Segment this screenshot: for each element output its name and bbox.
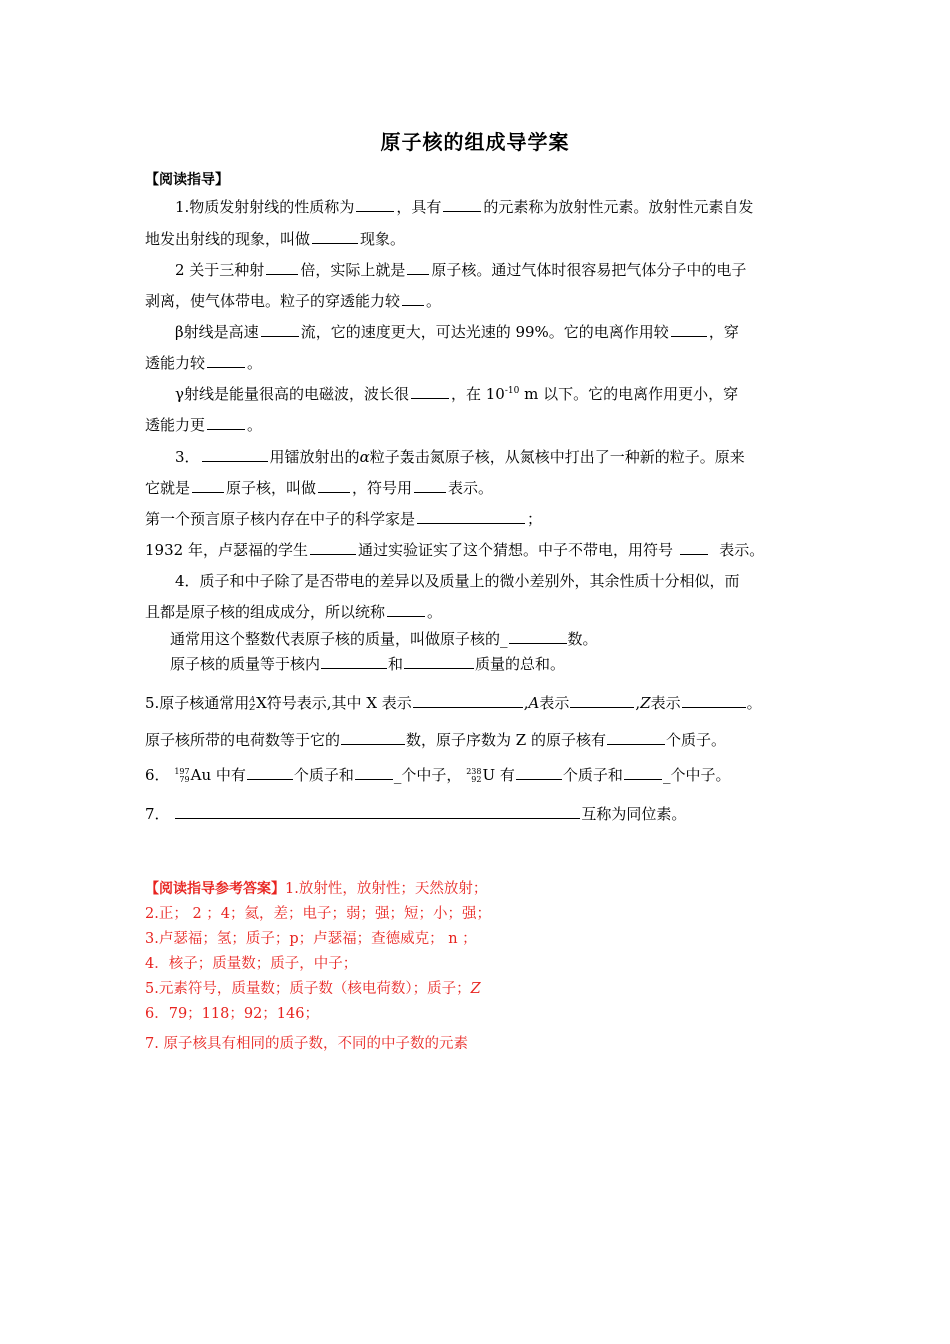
q2-gamma-line2: 透能力更 。 <box>145 416 263 434</box>
q6-line: 6． 197 79 Au 中有 个质子和 _个中子， 238 92 U 有 个质子和 _个中子。 <box>145 766 731 784</box>
answers-line7: 7. 原子核具有相同的质子数，不同的中子数的元素 <box>145 1036 468 1052</box>
q4-line3: 通常用这个整数代表原子核的质量，叫做原子核的_ 数。 <box>170 630 598 648</box>
answers-line3: 3.卢瑟福；氢；质子；p；卢瑟福；查德威克； n ； <box>145 931 477 947</box>
answers-line6: 6．79；118；92；146； <box>145 1006 319 1022</box>
q3-line2: 它就是 原子核，叫做 ，符号用 表示。 <box>145 479 494 497</box>
answers-line4: 4．核子；质量数；质子，中子； <box>145 956 358 972</box>
blank <box>207 415 245 430</box>
blank <box>411 384 449 399</box>
q2-line2: 剥离，使气体带电。粒子的穿透能力较 。 <box>145 292 442 310</box>
q3-line1: 3． 用镭放射出的α粒子轰击氮原子核，从氮核中打出了一种新的粒子。原来 <box>175 448 745 466</box>
blank <box>516 765 562 780</box>
blank <box>680 540 708 555</box>
blank <box>207 353 245 368</box>
q3-line3: 第一个预言原子核内存在中子的科学家是 ； <box>145 510 543 528</box>
q3-line4: 1932 年，卢瑟福的学生 通过实验证实了这个猜想。中子不带电，用符号 表示。 <box>145 541 765 559</box>
blank <box>607 730 665 745</box>
page-title: 原子核的组成导学案 <box>380 130 570 154</box>
blank <box>341 730 405 745</box>
q2-line1: 2 关于三种射 倍，实际上就是 原子核。通过气体时很容易把气体分子中的电子 <box>175 261 747 279</box>
q1-line2: 地发出射线的现象，叫做 现象。 <box>145 230 406 248</box>
q5-line2: 原子核所带的电荷数等于它的 数，原子序数为 Z 的原子核有 个质子。 <box>145 731 726 749</box>
blank <box>192 478 224 493</box>
blank <box>355 765 393 780</box>
blank <box>417 509 525 524</box>
blank <box>624 765 662 780</box>
guide-heading: 【阅读指导】 <box>145 172 229 188</box>
blank <box>671 322 707 337</box>
blank <box>312 229 358 244</box>
blank <box>509 629 567 644</box>
answers-line1: 【阅读指导参考答案】1.放射性，放射性；天然放射； <box>145 881 488 897</box>
answers-heading: 【阅读指导参考答案】 <box>145 881 285 897</box>
blank <box>175 804 580 819</box>
blank <box>356 197 394 212</box>
gold-nuclide: 197 79 <box>174 767 190 784</box>
blank <box>318 478 350 493</box>
q2-beta-line1: β射线是高速 流，它的速度更大，可达光速的 99%。它的电离作用较 ，穿 <box>175 323 739 341</box>
blank <box>570 693 634 708</box>
q7-line: 7． 互称为同位素。 <box>145 805 687 823</box>
q5-line1: 5.原子核通常用 A Z X符号表示,其中 X 表示 ,A表示 ,Z表示 。 <box>145 694 762 712</box>
q4-line2: 且都是原子核的组成成分，所以统称 。 <box>145 603 443 621</box>
blank <box>404 654 474 669</box>
answers-line2: 2.正； 2 ；4；氦，差；电子；弱；强；短；小；强； <box>145 906 492 922</box>
blank <box>321 654 387 669</box>
blank <box>443 197 481 212</box>
blank <box>310 540 356 555</box>
nuclide-notation: A Z <box>249 695 256 712</box>
q2-gamma-line1: γ射线是能量很高的电磁波，波长很 ，在 $10^{-10}$ m 以下。它的电离作用更小，穿 <box>175 385 739 403</box>
blank <box>402 291 424 306</box>
answers-line5: 5.元素符号，质量数；质子数（核电荷数）；质子；Z <box>145 981 481 997</box>
blank <box>414 478 446 493</box>
blank <box>261 322 299 337</box>
blank <box>407 260 429 275</box>
blank <box>202 447 268 462</box>
q1-line1: 1.物质发射射线的性质称为 ，具有 的元素称为放射性元素。放射性元素自发 <box>175 198 754 216</box>
blank <box>413 693 523 708</box>
blank <box>247 765 293 780</box>
uranium-nuclide: 238 92 <box>466 767 482 784</box>
q4-line4: 原子核的质量等于核内 和 质量的总和。 <box>170 655 566 673</box>
blank <box>266 260 298 275</box>
blank <box>682 693 746 708</box>
blank <box>387 602 425 617</box>
q2-beta-line2: 透能力较 。 <box>145 354 263 372</box>
q4-line1: 4．质子和中子除了是否带电的差异以及质量上的微小差别外，其余性质十分相似，而 <box>175 572 740 590</box>
